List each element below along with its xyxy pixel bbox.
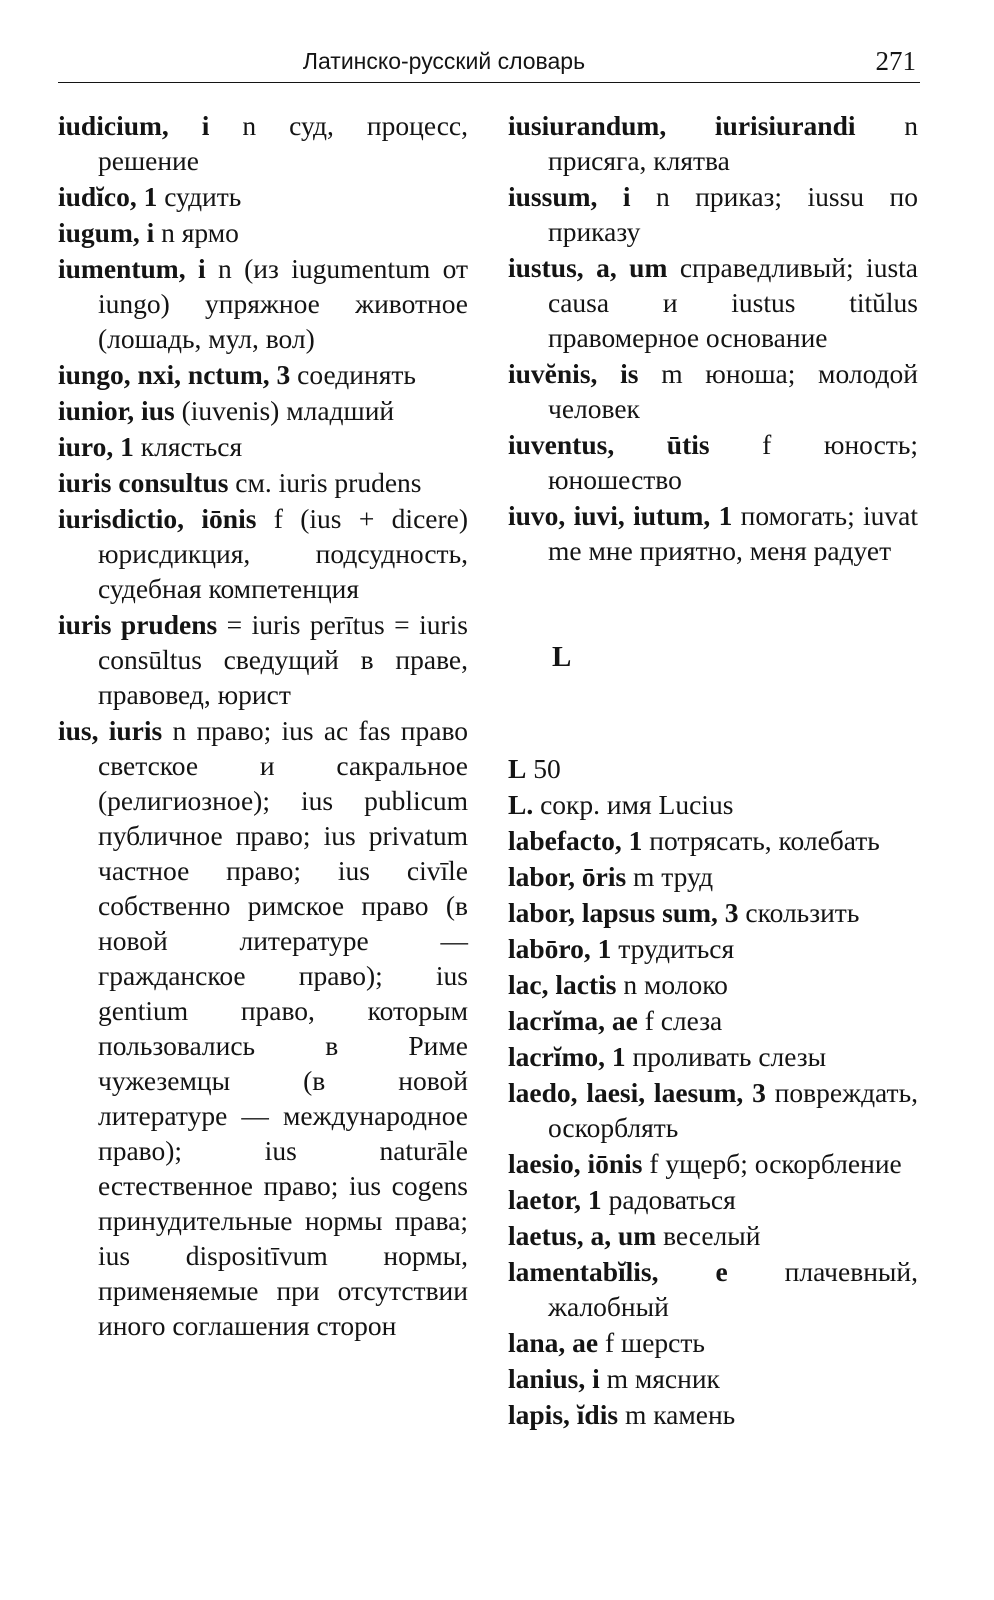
headword: iunior, ius: [58, 395, 175, 426]
headword: labōro, 1: [508, 933, 612, 964]
definition: радоваться: [601, 1184, 736, 1215]
headword: lana, ae: [508, 1327, 599, 1358]
definition: веселый: [656, 1220, 761, 1251]
definition: n присяга, клятва: [548, 110, 919, 176]
dictionary-entry: [58, 429, 468, 464]
headword: labor, lapsus sum, 3: [508, 897, 739, 928]
definition: n суд, процесс, решение: [98, 110, 469, 176]
dictionary-entry: [508, 1182, 918, 1217]
page-header: [58, 44, 920, 83]
headword: iudĭco, 1: [58, 181, 158, 212]
definition: n (из iugumentum от iungo) упряжное животное (лошадь, мул, вол): [98, 253, 468, 354]
definition: f (ius + dicere) юрисдикция, подсудность, судебная компетенция: [98, 503, 468, 604]
dictionary-entry: [508, 1254, 918, 1324]
definition: см. iuris prudens: [228, 467, 422, 498]
dictionary-entry: [508, 895, 918, 930]
headword: L.: [508, 789, 534, 820]
headword: lamentabĭlis, e: [508, 1256, 728, 1287]
headword: L: [508, 753, 527, 784]
dictionary-entry: [508, 1218, 918, 1253]
left-column: [58, 108, 468, 1344]
dictionary-entry: [508, 1075, 918, 1145]
dictionary-entry: [58, 713, 468, 1343]
headword: lacrĭma, ae: [508, 1005, 638, 1036]
definition: n молоко: [616, 969, 728, 1000]
headword: iurisdictio, iōnis: [58, 503, 257, 534]
dictionary-entry: [508, 1039, 918, 1074]
definition: судить: [157, 181, 242, 212]
headword: laedo, laesi, laesum, 3: [508, 1077, 766, 1108]
headword: labor, ōris: [508, 861, 627, 892]
definition: m камень: [618, 1399, 736, 1430]
headword: lac, lactis: [508, 969, 617, 1000]
page-number: 271: [875, 46, 916, 76]
definition: скользить: [738, 897, 860, 928]
definition: помогать; iuvat me мне приятно, меня радует: [548, 500, 918, 566]
dictionary-entry: [508, 108, 918, 178]
running-head: Латинско-русский словарь: [302, 48, 586, 74]
dictionary-entry: [508, 250, 918, 355]
definition: плачевный, жалобный: [548, 1256, 918, 1322]
headword: iuris consultus: [58, 467, 229, 498]
right-column: [508, 108, 918, 1433]
headword: lacrĭmo, 1: [508, 1041, 626, 1072]
headword: iudicium, i: [58, 110, 210, 141]
definition: n право; ius ac fas право светское и сакральное (религиозное); ius publicum публичное право; ius privatum частное право; ius civīle собственно римское право (в новой литературе — гражданское право); ius gentium право, которым пользовались в Риме чужеземцы (в новой литературе — международное право); ius naturāle естественное право; ius cogens принудительные нормы права; ius dispositīvum нормы, применяемые при отсутствии иного соглашения сторон: [98, 715, 468, 1341]
definition: m труд: [626, 861, 714, 892]
definition: m юноша; молодой человек: [548, 358, 918, 424]
headword: iuvĕnis, is: [508, 358, 639, 389]
headword: iumentum, i: [58, 253, 206, 284]
dictionary-entry: [58, 393, 468, 428]
definition: n приказ; iussu по приказу: [548, 181, 918, 247]
headword: labefacto, 1: [508, 825, 643, 856]
dictionary-entry: [58, 607, 468, 712]
dictionary-entry: [508, 1397, 918, 1432]
definition: 50: [526, 753, 561, 784]
definition: повреждать, оскорблять: [548, 1077, 918, 1143]
definition: n ярмо: [154, 217, 239, 248]
dictionary-entry: [508, 1146, 918, 1181]
definition: потрясать, колебать: [642, 825, 880, 856]
dictionary-entry: [508, 859, 918, 894]
headword: ius, iuris: [58, 715, 163, 746]
definition: = iuris perītus = iuris consūltus сведущий в праве, правовед, юрист: [98, 609, 468, 710]
headword: laetor, 1: [508, 1184, 602, 1215]
headword: iuro, 1: [58, 431, 134, 462]
headword: iugum, i: [58, 217, 155, 248]
headword: iungo, nxi, nctum, 3: [58, 359, 291, 390]
definition: (iuvenis) младший: [174, 395, 395, 426]
dictionary-entry: [508, 787, 918, 822]
definition: f ущерб; оскорбление: [642, 1148, 902, 1179]
definition: f слеза: [637, 1005, 723, 1036]
dictionary-entry: [508, 179, 918, 249]
dictionary-entry: [508, 931, 918, 966]
headword: iuventus, ūtis: [508, 429, 710, 460]
dictionary-entry: [508, 967, 918, 1002]
headword: lanius, i: [508, 1363, 600, 1394]
definition: трудиться: [611, 933, 735, 964]
headword: iussum, i: [508, 181, 631, 212]
definition: m мясник: [599, 1363, 720, 1394]
dictionary-entry: [508, 1325, 918, 1360]
dictionary-entry: [508, 1003, 918, 1038]
section-letter-heading: L: [552, 641, 572, 673]
definition: соединять: [290, 359, 416, 390]
definition: справедливый; iusta causa и iustus titŭlus правомерное основание: [548, 252, 918, 353]
definition: клясться: [133, 431, 243, 462]
dictionary-entry: [58, 215, 468, 250]
definition: f шерсть: [598, 1327, 705, 1358]
definition: проливать слезы: [625, 1041, 827, 1072]
definition: сокр. имя Lucius: [533, 789, 734, 820]
dictionary-entry: [58, 501, 468, 606]
dictionary-entry: [508, 823, 918, 858]
headword: iusiurandum, iurisiurandi: [508, 110, 856, 141]
headword: iuris prudens: [58, 609, 218, 640]
dictionary-entry: [58, 251, 468, 356]
dictionary-entry: [58, 108, 468, 178]
dictionary-entry: [58, 179, 468, 214]
headword: iuvo, iuvi, iutum, 1: [508, 500, 733, 531]
headword: iustus, a, um: [508, 252, 668, 283]
dictionary-entry: [508, 356, 918, 426]
dictionary-entry: [508, 751, 918, 786]
headword: laesio, iōnis: [508, 1148, 643, 1179]
headword: lapis, ĭdis: [508, 1399, 619, 1430]
headword: laetus, a, um: [508, 1220, 657, 1251]
definition: f юность; юношество: [548, 429, 918, 495]
dictionary-entry: [58, 357, 468, 392]
dictionary-entry: [58, 465, 468, 500]
dictionary-entry: [508, 498, 918, 568]
dictionary-entry: [508, 427, 918, 497]
dictionary-entry: [508, 1361, 918, 1396]
